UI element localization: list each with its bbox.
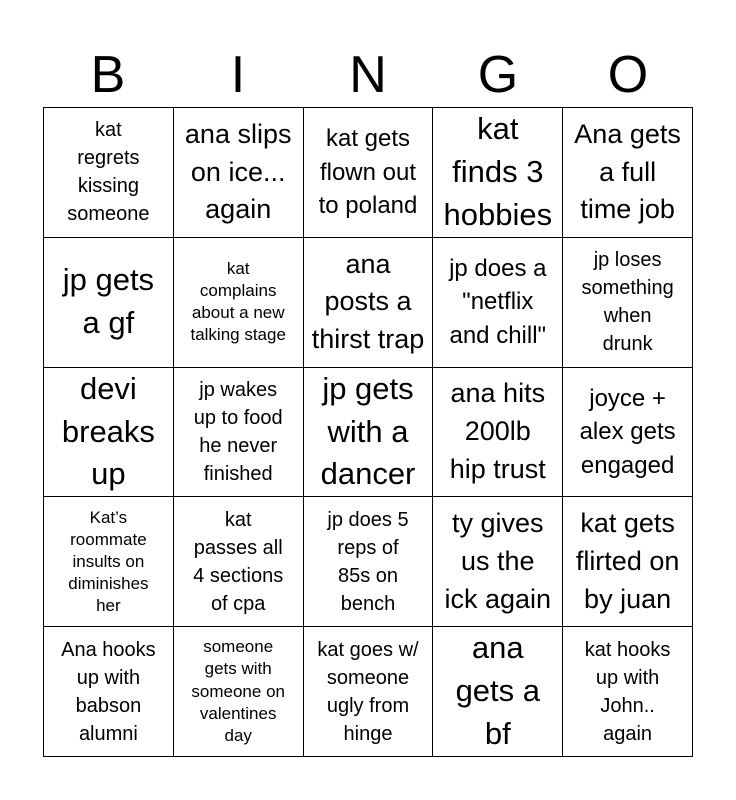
bingo-cell[interactable]: [174, 368, 304, 498]
cell-text: jp does a "netflix and chill": [449, 254, 547, 349]
cell-text: Ana hooks up with babson alumni: [61, 638, 156, 745]
bingo-cell[interactable]: [304, 627, 434, 757]
bingo-cell[interactable]: [174, 627, 304, 757]
bingo-cell[interactable]: [433, 497, 563, 627]
title-letter-n: N: [349, 46, 387, 104]
title-letter-i: I: [230, 46, 246, 104]
cell-text: kat gets flown out to poland: [318, 125, 418, 220]
cell-text: kat gets flirted on by juan: [575, 508, 680, 614]
cell-text: jp gets a gf: [62, 262, 155, 341]
bingo-cell[interactable]: [433, 627, 563, 757]
bingo-cell[interactable]: [44, 108, 174, 238]
bingo-cell[interactable]: [563, 108, 693, 238]
cell-text: kat hooks up with John.. again: [584, 638, 671, 745]
bingo-cell[interactable]: [174, 108, 304, 238]
cell-text: ana hits 200lb hip trust: [449, 378, 546, 484]
cell-text: jp does 5 reps of 85s on bench: [327, 508, 409, 615]
bingo-cell[interactable]: [174, 497, 304, 627]
bingo-cell[interactable]: [304, 368, 434, 498]
cell-text: joyce + alex gets engaged: [579, 384, 676, 479]
title-letter-g: G: [477, 46, 519, 104]
cell-text: kat finds 3 hobbies: [443, 111, 553, 232]
bingo-cell[interactable]: [563, 238, 693, 368]
bingo-cell[interactable]: [304, 497, 434, 627]
cell-text: ty gives us the ick again: [444, 508, 552, 614]
bingo-cell[interactable]: [44, 238, 174, 368]
bingo-board: [43, 107, 693, 757]
cell-text: kat goes w/ someone ugly from hinge: [317, 638, 419, 745]
bingo-cell[interactable]: [563, 368, 693, 498]
cell-text: kat regrets kissing someone: [67, 119, 150, 226]
cell-text: ana posts a thirst trap: [311, 248, 425, 355]
bingo-cell[interactable]: [304, 238, 434, 368]
cell-text: jp loses something when drunk: [581, 249, 674, 356]
cell-text: Kat’s roommate insults on diminishes her: [68, 507, 149, 615]
bingo-cell[interactable]: [174, 238, 304, 368]
bingo-title: [43, 45, 693, 105]
bingo-cell[interactable]: [44, 497, 174, 627]
title-letter-b: B: [90, 46, 126, 104]
cell-text: jp wakes up to food he never finished: [193, 378, 283, 485]
cell-text: ana gets a bf: [455, 630, 541, 751]
cell-text: devi breaks up: [61, 370, 155, 492]
title-letter-o: O: [607, 46, 649, 104]
cell-text: someone gets with someone on valentines day: [191, 637, 285, 745]
bingo-cell[interactable]: [44, 368, 174, 498]
cell-text: kat complains about a new talking stage: [190, 259, 286, 345]
cell-text: Ana gets a full time job: [574, 118, 681, 225]
cell-text: ana slips on ice... again: [184, 118, 292, 225]
bingo-cell[interactable]: [563, 627, 693, 757]
bingo-cell[interactable]: [433, 238, 563, 368]
bingo-cell[interactable]: [433, 108, 563, 238]
bingo-cell[interactable]: [563, 497, 693, 627]
bingo-cell[interactable]: [304, 108, 434, 238]
bingo-cell[interactable]: [433, 368, 563, 498]
bingo-cell[interactable]: [44, 627, 174, 757]
cell-text: jp gets with a dancer: [320, 370, 416, 492]
cell-text: kat passes all 4 sections of cpa: [193, 508, 284, 615]
